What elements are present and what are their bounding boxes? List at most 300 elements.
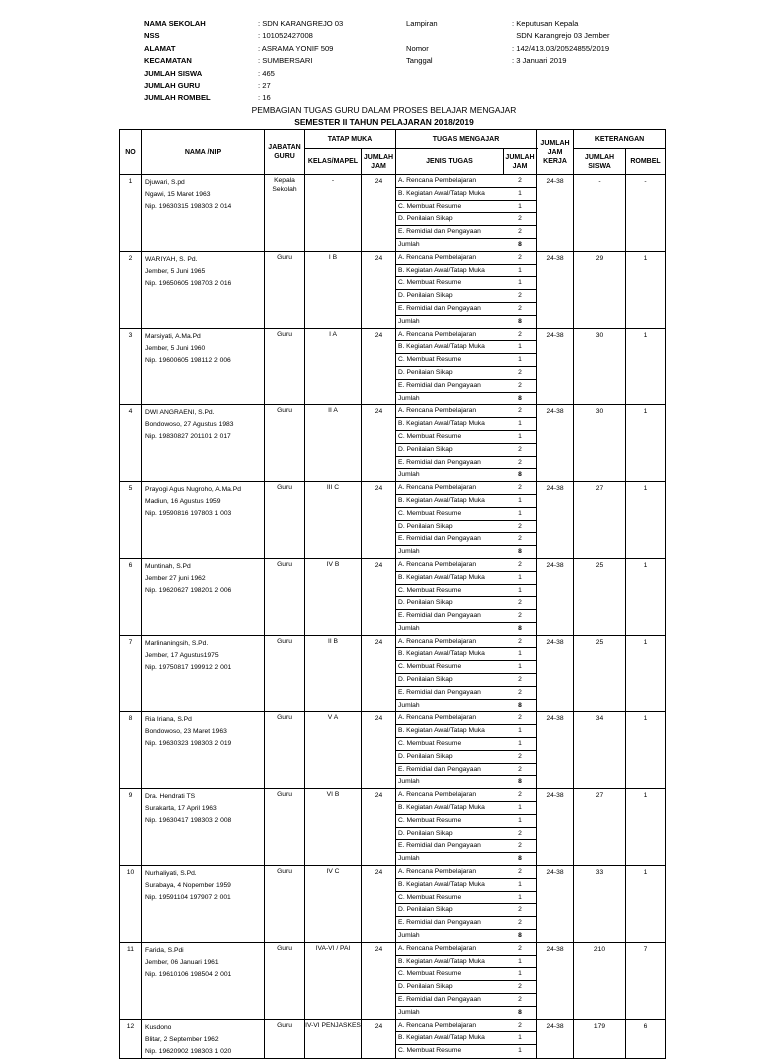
task-line [396, 673, 536, 686]
teacher-nip: Nip. 19620627 198201 2 006 [145, 586, 232, 594]
teacher-ttl: Jember, 17 Agustus1975 [145, 651, 219, 659]
task-name: E. Remidial dan Pengayaan [398, 304, 481, 312]
table-row [120, 942, 666, 1019]
task-line [396, 545, 536, 558]
table-row [120, 482, 666, 559]
document-title: PEMBAGIAN TUGAS GURU DALAM PROSES BELAJAR MENGAJAR [251, 105, 517, 115]
task-line [396, 276, 536, 289]
task-line [396, 392, 536, 405]
school-info-labels [144, 18, 211, 105]
task-hours: 2 [518, 906, 522, 914]
task-list [396, 1019, 537, 1058]
task-line [396, 686, 536, 699]
task-list [396, 635, 537, 712]
jumlah-siswa-cell: 25 [574, 635, 626, 712]
teacher-nip: Nip. 19630417 198303 2 008 [145, 817, 232, 825]
task-line [396, 187, 536, 200]
task-name: E. Remidial dan Pengayaan [398, 612, 481, 620]
task-line [396, 622, 536, 635]
task-name: Jumlah [398, 317, 420, 325]
task-name: E. Remidial dan Pengayaan [398, 842, 481, 850]
jumlah-siswa-cell: 29 [574, 251, 626, 328]
teacher-nama: DWI ANGRAENI, S.Pd. [145, 409, 215, 417]
teacher-identity [142, 328, 265, 405]
header-jumlah-jam: JUMLAH JAM [362, 149, 396, 175]
task-line [396, 852, 536, 865]
task-hours: 2 [518, 368, 522, 376]
task-hours: 2 [518, 407, 522, 415]
task-hours: 2 [518, 228, 522, 236]
task-hours: 1 [518, 266, 522, 274]
teacher-identity [142, 558, 265, 635]
kelas-cell: I A [305, 328, 362, 405]
jabatan-cell: Guru [265, 328, 305, 405]
teacher-ttl: Surakarta, 17 April 1963 [145, 805, 217, 813]
kelas-cell: V A [305, 712, 362, 789]
jabatan-cell: Guru [265, 251, 305, 328]
teacher-nama: Marsiyati, A.Ma.Pd [145, 332, 201, 340]
task-line [396, 468, 536, 481]
task-line [396, 520, 536, 533]
task-line [396, 1020, 536, 1032]
teacher-identity [142, 635, 265, 712]
teacher-ttl: Blitar, 2 September 1962 [145, 1035, 219, 1043]
task-line [396, 289, 536, 302]
task-name: Jumlah [398, 855, 420, 863]
task-hours: 1 [518, 356, 522, 364]
info-value: : 16 [258, 93, 271, 103]
table-body [120, 175, 666, 1059]
teacher-identity [142, 866, 265, 943]
task-name: B. Kegiatan Awal/Tatap Muka [398, 727, 485, 735]
task-name: E. Remidial dan Pengayaan [398, 228, 481, 236]
rombel-cell: 1 [626, 635, 666, 712]
rombel-cell: - [626, 175, 666, 252]
kelas-cell: II A [305, 405, 362, 482]
task-hours: 1 [518, 573, 522, 581]
task-hours: 2 [518, 983, 522, 991]
task-hours: 2 [518, 612, 522, 620]
info-label: Tanggal [406, 56, 433, 66]
task-name: D. Penilaian Sikap [398, 215, 453, 223]
kelas-cell: IV-VI PENJASKES [305, 1019, 362, 1058]
task-name: E. Remidial dan Pengayaan [398, 458, 481, 466]
task-hours: 8 [518, 548, 522, 556]
task-line [396, 417, 536, 430]
task-name: A. Rencana Pembelajaran [398, 868, 477, 876]
info-value: : 101052427008 [258, 31, 313, 41]
task-list [396, 942, 537, 1019]
task-hours: 8 [518, 1008, 522, 1016]
row-number: 1 [120, 175, 142, 252]
jumlah-siswa-cell: 33 [574, 866, 626, 943]
task-name: E. Remidial dan Pengayaan [398, 996, 481, 1003]
task-line [396, 814, 536, 827]
task-name: B. Kegiatan Awal/Tatap Muka [398, 804, 485, 812]
jumlah-siswa-cell: 25 [574, 558, 626, 635]
jumlah-jam-cell: 24 [362, 712, 396, 789]
jumlah-jam-cell: 24 [362, 558, 396, 635]
task-hours: 1 [518, 804, 522, 812]
jumlah-jam-cell: 24 [362, 942, 396, 1019]
task-hours: 2 [518, 919, 522, 927]
task-hours: 2 [518, 445, 522, 453]
task-line [396, 827, 536, 840]
task-name: B. Kegiatan Awal/Tatap Muka [398, 880, 485, 888]
task-name: A. Rencana Pembelajaran [398, 944, 477, 952]
task-hours: 2 [518, 637, 522, 645]
teacher-identity [142, 1019, 265, 1058]
jumlah-jam-cell: 24 [362, 482, 396, 559]
info-label: JUMLAH ROMBEL [144, 93, 211, 103]
task-hours: 8 [518, 855, 522, 863]
info-label: JUMLAH SISWA [144, 68, 203, 78]
teacher-nip: Nip. 19630323 198303 2 019 [145, 740, 232, 748]
row-number: 7 [120, 635, 142, 712]
table-row [120, 328, 666, 405]
task-name: C. Membuat Resume [398, 893, 462, 901]
jam-kerja-cell: 24-38 [537, 175, 574, 252]
task-hours: 2 [518, 791, 522, 799]
row-number: 8 [120, 712, 142, 789]
task-hours: 1 [518, 1034, 522, 1042]
task-line [396, 980, 536, 993]
task-line [396, 993, 536, 1006]
task-line [396, 636, 536, 648]
jabatan-cell: Guru [265, 942, 305, 1019]
rombel-cell: 7 [626, 942, 666, 1019]
teacher-nip: Nip. 19620902 198303 1 020 [145, 1047, 232, 1055]
teacher-identity [142, 251, 265, 328]
task-line [396, 724, 536, 737]
row-number: 4 [120, 405, 142, 482]
task-name: B. Kegiatan Awal/Tatap Muka [398, 957, 485, 965]
task-hours: 2 [518, 996, 522, 1003]
task-hours: 8 [518, 317, 522, 325]
task-hours: 1 [518, 279, 522, 287]
task-line [396, 482, 536, 494]
teacher-identity [142, 175, 265, 252]
teacher-nama: WARIYAH, S. Pd. [145, 255, 198, 263]
task-name: D. Penilaian Sikap [398, 829, 453, 837]
table-row [120, 251, 666, 328]
teacher-ttl: Bondowoso, 27 Agustus 1983 [145, 421, 234, 429]
task-line [396, 660, 536, 673]
task-line [396, 891, 536, 904]
task-line [396, 379, 536, 392]
header-tugas-mengajar: TUGAS MENGAJAR [396, 130, 537, 149]
info-label: Nomor [406, 43, 429, 53]
task-line [396, 494, 536, 507]
task-hours: 1 [518, 663, 522, 671]
task-name: D. Penilaian Sikap [398, 368, 453, 376]
info-value: : 3 Januari 2019 [512, 56, 567, 66]
task-name: C. Membuat Resume [398, 740, 462, 748]
task-line [396, 929, 536, 942]
task-hours: 8 [518, 932, 522, 940]
task-hours: 2 [518, 765, 522, 773]
task-line [396, 456, 536, 469]
teacher-nip: Nip. 19750817 199912 2 001 [145, 663, 232, 671]
jumlah-jam-cell: 24 [362, 328, 396, 405]
table-row [120, 789, 666, 866]
task-hours: 1 [518, 420, 522, 428]
jam-kerja-cell: 24-38 [537, 789, 574, 866]
task-line [396, 1044, 536, 1057]
task-line [396, 252, 536, 264]
task-line [396, 200, 536, 213]
task-line [396, 712, 536, 724]
task-name: C. Membuat Resume [398, 663, 462, 671]
header-tatap-muka: TATAP MUKA [305, 130, 396, 149]
teacher-nama: Kusdono [145, 1023, 172, 1031]
task-hours: 2 [518, 215, 522, 223]
teacher-ttl: Bondowoso, 23 Maret 1963 [145, 728, 227, 736]
task-line [396, 878, 536, 891]
task-list [396, 482, 537, 559]
jam-kerja-cell: 24-38 [537, 558, 574, 635]
task-name: E. Remidial dan Pengayaan [398, 381, 481, 389]
task-name: D. Penilaian Sikap [398, 983, 453, 991]
kelas-cell: IVA-VI / PAI [305, 942, 362, 1019]
task-line [396, 967, 536, 980]
task-line [396, 559, 536, 571]
header-kelas-mapel: KELAS/MAPEL [305, 149, 362, 175]
task-line [396, 699, 536, 712]
task-line [396, 340, 536, 353]
task-hours: 1 [518, 957, 522, 965]
task-name: A. Rencana Pembelajaran [398, 714, 477, 722]
task-hours: 1 [518, 727, 522, 735]
task-hours: 8 [518, 701, 522, 709]
teacher-identity [142, 789, 265, 866]
kelas-cell: IV C [305, 866, 362, 943]
jam-kerja-cell: 24-38 [537, 866, 574, 943]
task-line [396, 264, 536, 277]
task-name: C. Membuat Resume [398, 202, 462, 210]
task-line [396, 584, 536, 597]
task-line [396, 1006, 536, 1019]
task-line [396, 775, 536, 788]
row-number: 3 [120, 328, 142, 405]
jumlah-jam-cell: 24 [362, 789, 396, 866]
kelas-cell: - [305, 175, 362, 252]
task-name: A. Rencana Pembelajaran [398, 637, 477, 645]
jumlah-jam-cell: 24 [362, 1019, 396, 1058]
teacher-nama: Djuwari, S.pd [145, 179, 185, 186]
info-label: Lampiran [406, 19, 438, 28]
task-line [396, 955, 536, 968]
task-hours: 8 [518, 624, 522, 632]
task-name: A. Rencana Pembelajaran [398, 484, 477, 492]
rombel-cell: 1 [626, 866, 666, 943]
task-line [396, 647, 536, 660]
row-number: 10 [120, 866, 142, 943]
teacher-ttl: Madiun, 16 Agustus 1959 [145, 498, 221, 506]
teacher-nip: Nip. 19600605 198112 2 006 [145, 356, 231, 364]
jumlah-siswa-cell: 34 [574, 712, 626, 789]
task-list [396, 251, 537, 328]
jabatan-cell: Guru [265, 558, 305, 635]
header-jenis-tugas: JENIS TUGAS [426, 158, 473, 165]
teacher-ttl: Jember, 06 Januari 1961 [145, 958, 219, 966]
task-hours: 1 [518, 1047, 522, 1055]
header-jam-kerja: JUMLAH JAM KERJA [537, 130, 574, 175]
jam-kerja-cell: 24-38 [537, 482, 574, 559]
task-hours: 1 [518, 740, 522, 748]
kelas-cell: III C [305, 482, 362, 559]
teacher-ttl: Jember 27 juni 1962 [145, 574, 206, 582]
task-hours: 1 [518, 893, 522, 901]
jabatan-cell: Kepala Sekolah [265, 175, 305, 252]
task-name: C. Membuat Resume [398, 279, 462, 287]
teacher-nama: Muntinah, S.Pd [145, 562, 191, 570]
task-hours: 2 [518, 484, 522, 492]
task-line [396, 353, 536, 366]
task-name: Jumlah [398, 394, 420, 402]
task-hours: 2 [518, 829, 522, 837]
task-hours: 2 [518, 1021, 522, 1029]
task-hours: 2 [518, 944, 522, 952]
task-name: D. Penilaian Sikap [398, 292, 453, 300]
task-line [396, 225, 536, 238]
task-name: A. Rencana Pembelajaran [398, 560, 477, 568]
task-line [396, 609, 536, 622]
jam-kerja-cell: 24-38 [537, 1019, 574, 1058]
task-name: D. Penilaian Sikap [398, 522, 453, 530]
task-name: A. Rencana Pembelajaran [398, 330, 477, 338]
task-name: C. Membuat Resume [398, 816, 462, 824]
task-line [396, 405, 536, 417]
task-line [396, 366, 536, 379]
task-name: D. Penilaian Sikap [398, 445, 453, 453]
rombel-cell: 1 [626, 558, 666, 635]
task-name: C. Membuat Resume [398, 1047, 462, 1055]
kelas-cell: I B [305, 251, 362, 328]
header-jabatan: JABATAN GURU [265, 130, 305, 175]
teacher-nama: Marlinaningsih, S.Pd. [145, 639, 209, 647]
task-line [396, 571, 536, 584]
task-hours: 2 [518, 253, 522, 261]
task-hours: 8 [518, 471, 522, 479]
task-name: B. Kegiatan Awal/Tatap Muka [398, 343, 485, 351]
task-line [396, 903, 536, 916]
task-line [396, 212, 536, 225]
header-nama-nip: NAMA /NIP [142, 130, 265, 175]
task-name: D. Penilaian Sikap [398, 752, 453, 760]
info-value: : 465 [258, 68, 275, 78]
teacher-nip: Nip. 19650605 198703 2 016 [145, 279, 232, 287]
task-hours: 2 [518, 304, 522, 312]
jabatan-cell: Guru [265, 789, 305, 866]
rombel-cell: 1 [626, 482, 666, 559]
jumlah-jam-cell: 24 [362, 866, 396, 943]
row-number: 6 [120, 558, 142, 635]
task-hours: 2 [518, 599, 522, 607]
info-label: KECAMATAN [144, 56, 192, 66]
table-row [120, 558, 666, 635]
info-value: : 27 [258, 80, 271, 90]
task-name: A. Rencana Pembelajaran [398, 253, 477, 261]
task-line [396, 866, 536, 878]
kelas-cell: IV B [305, 558, 362, 635]
task-hours: 2 [518, 535, 522, 543]
jam-kerja-cell: 24-38 [537, 328, 574, 405]
document-subtitle: SEMESTER II TAHUN PELAJARAN 2018/2019 [294, 117, 474, 127]
teacher-ttl: Jember, 5 Juni 1965 [145, 267, 206, 275]
rombel-cell: 6 [626, 1019, 666, 1058]
header-jenis-tugas-group [396, 149, 537, 175]
task-line [396, 839, 536, 852]
task-name: Jumlah [398, 471, 420, 479]
task-name: Jumlah [398, 548, 420, 556]
task-line [396, 315, 536, 328]
task-hours: 2 [518, 676, 522, 684]
task-name: Jumlah [398, 240, 420, 248]
header-no: NO [120, 130, 142, 175]
teacher-identity [142, 482, 265, 559]
task-name: B. Kegiatan Awal/Tatap Muka [398, 1034, 485, 1042]
rombel-cell: 1 [626, 405, 666, 482]
jabatan-cell: Guru [265, 866, 305, 943]
row-number: 9 [120, 789, 142, 866]
info-label: NSS [144, 31, 160, 41]
teacher-nip: Nip. 19591104 197907 2 001 [145, 894, 231, 902]
task-name: Jumlah [398, 778, 420, 786]
task-name: D. Penilaian Sikap [398, 676, 453, 684]
task-hours: 2 [518, 868, 522, 876]
row-number: 12 [120, 1019, 142, 1058]
task-name: B. Kegiatan Awal/Tatap Muka [398, 189, 485, 197]
task-name: B. Kegiatan Awal/Tatap Muka [398, 650, 485, 658]
row-number: 11 [120, 942, 142, 1019]
task-list [396, 866, 537, 943]
info-value: : SUMBERSARI [258, 56, 313, 66]
task-hours: 2 [518, 688, 522, 696]
row-number: 2 [120, 251, 142, 328]
teacher-identity [142, 712, 265, 789]
jumlah-siswa-cell: 210 [574, 942, 626, 1019]
header-jumlah-jam-tugas: JUMLAH JAM [503, 149, 536, 174]
jumlah-siswa-cell: 27 [574, 789, 626, 866]
jumlah-siswa-cell: 179 [574, 1019, 626, 1058]
task-name: E. Remidial dan Pengayaan [398, 765, 481, 773]
task-hours: 2 [518, 560, 522, 568]
jumlah-siswa-cell: - [574, 175, 626, 252]
jabatan-cell: Guru [265, 712, 305, 789]
task-line [396, 737, 536, 750]
info-value: : ASRAMA YONIF 509 [258, 43, 334, 53]
task-hours: 1 [518, 509, 522, 517]
task-name: Jumlah [398, 932, 420, 940]
jumlah-siswa-cell: 30 [574, 405, 626, 482]
jabatan-cell: Guru [265, 635, 305, 712]
info-value: : 142/413.03/20524855/2019 [512, 43, 610, 53]
info-value: : SDN KARANGREJO 03 [258, 19, 344, 28]
task-hours: 2 [518, 177, 522, 184]
task-line [396, 430, 536, 443]
task-line [396, 789, 536, 801]
rombel-cell: 1 [626, 328, 666, 405]
jam-kerja-cell: 24-38 [537, 942, 574, 1019]
info-value: SDN Karangrejo 03 Jember [512, 31, 610, 41]
task-hours: 1 [518, 970, 522, 978]
task-line [396, 1031, 536, 1044]
header-keterangan: KETERANGAN [574, 130, 666, 149]
task-hours: 2 [518, 522, 522, 530]
header-rombel: ROMBEL [626, 149, 666, 175]
info-label: ALAMAT [144, 43, 176, 53]
